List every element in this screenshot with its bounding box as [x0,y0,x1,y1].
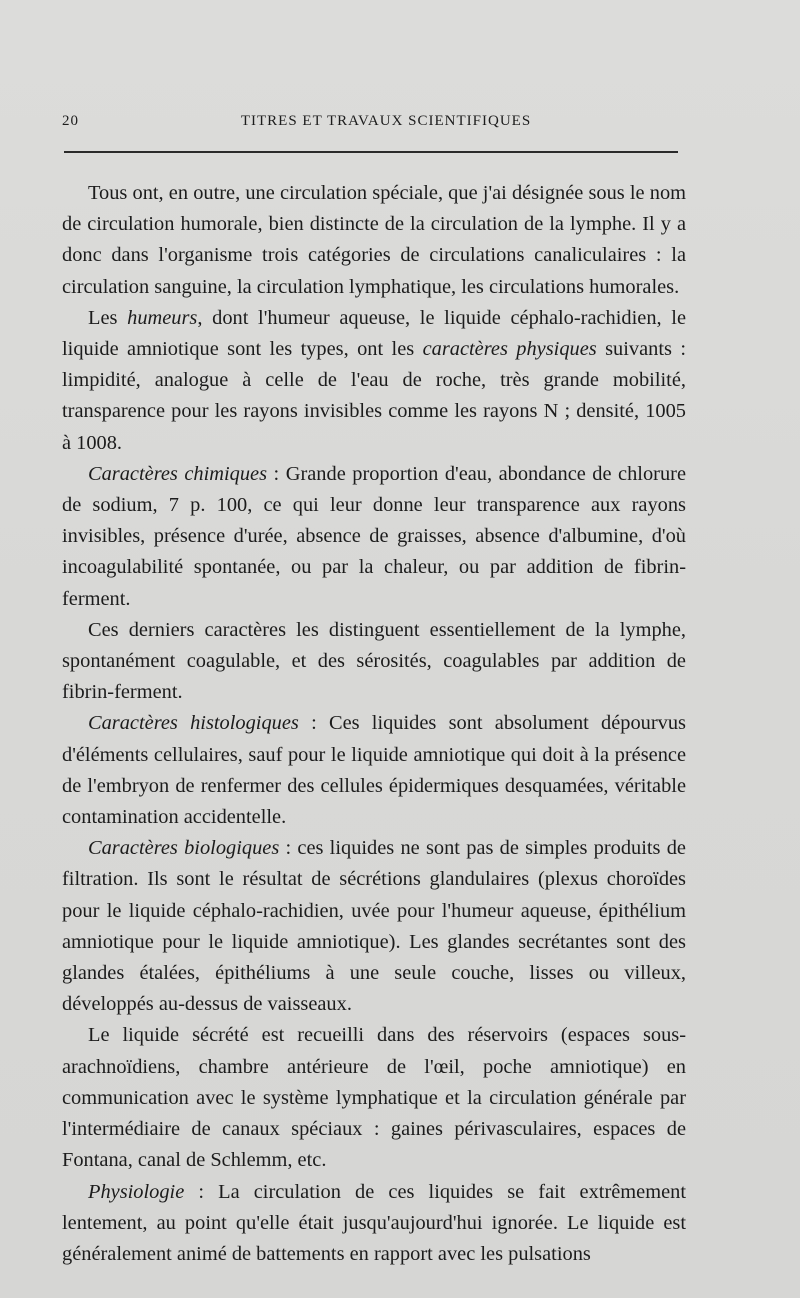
paragraph-caracteres-chimiques: Caractères chimiques : Grande proportion d'eau, abondance de chlorure de sodium, 7 p. 100, ce qui leur donne leur transparence aux rayons invisibles, présence d'urée, absence de graisses, absence d'albumine, d'où incoagulabilité spontanée, ou par la chaleur, ou par addition de fibrin-ferment. [62,462,686,610]
header-rule [64,151,678,153]
body-text [62,178,686,1270]
paragraph-liquide-secrete: Le liquide sécrété est recueilli dans des réservoirs (espaces sous-arachnoïdiens, chambre antérieure de l'œil, poche amniotique) en communication avec le système lymphatique et la circulation générale par l'intermédiaire de canaux spéciaux : gaines périvasculaires, espaces de Fontana, canal de Schlemm, etc. [62,1024,686,1172]
paragraph-tous-ont: Tous ont, en outre, une circulation spéciale, que j'ai désignée sous le nom de circulation humorale, bien distincte de la circulation de la lymphe. Il y a donc dans l'organisme trois catégories de circulations canaliculaires : la circulation sanguine, la circulation lymphatique, les circulations humorales. [62,182,686,298]
paragraph-ces-derniers: Ces derniers caractères les distinguent essentiellement de la lymphe, spontanément coagulable, et des sérosités, coagulables par addition de fibrin-ferment. [62,618,686,704]
paragraph-humeurs: Les humeurs, dont l'humeur aqueuse, le liquide céphalo-rachidien, le liquide amniotique sont les types, ont les caractères physiques suivants : limpidité, analogue à celle de l'eau de roche, très grande mobilité, transparence pour les rayons invisibles comme les rayons N ; densité, 1005 à 1008. [62,306,687,454]
paragraph-caracteres-biologiques: Caractères biologiques : ces liquides ne sont pas de simples produits de filtration. Ils sont le résultat de sécrétions glandulaires (plexus choroïdes pour le liquide céphalo-rachidien, uvée pour l'humeur aqueuse, épithélium amniotique pour le liquide amniotique). Les glandes secrétantes sont des glandes étalées, épithéliums à une seule couche, lisses ou villeux, développés au-dessus de vaisseaux. [62,837,686,1016]
paragraph-caracteres-histologiques: Caractères histologiques : Ces liquides sont absolument dépourvus d'éléments cellulaires, sauf pour le liquide amniotique qui doit à la présence de l'embryon de renfermer des cellules épidermiques desquamées, véritable contamination accidentelle. [62,712,686,829]
running-title: TITRES ET TRAVAUX SCIENTIFIQUES [240,113,532,129]
paragraph-physiologie: Physiologie : La circulation de ces liquides se fait extrêmement lentement, au point qu'elle était jusqu'aujourd'hui ignorée. Le liquide est généralement animé de battements en rapport avec les pulsations [62,1180,686,1265]
page-number: 20 [62,113,79,129]
